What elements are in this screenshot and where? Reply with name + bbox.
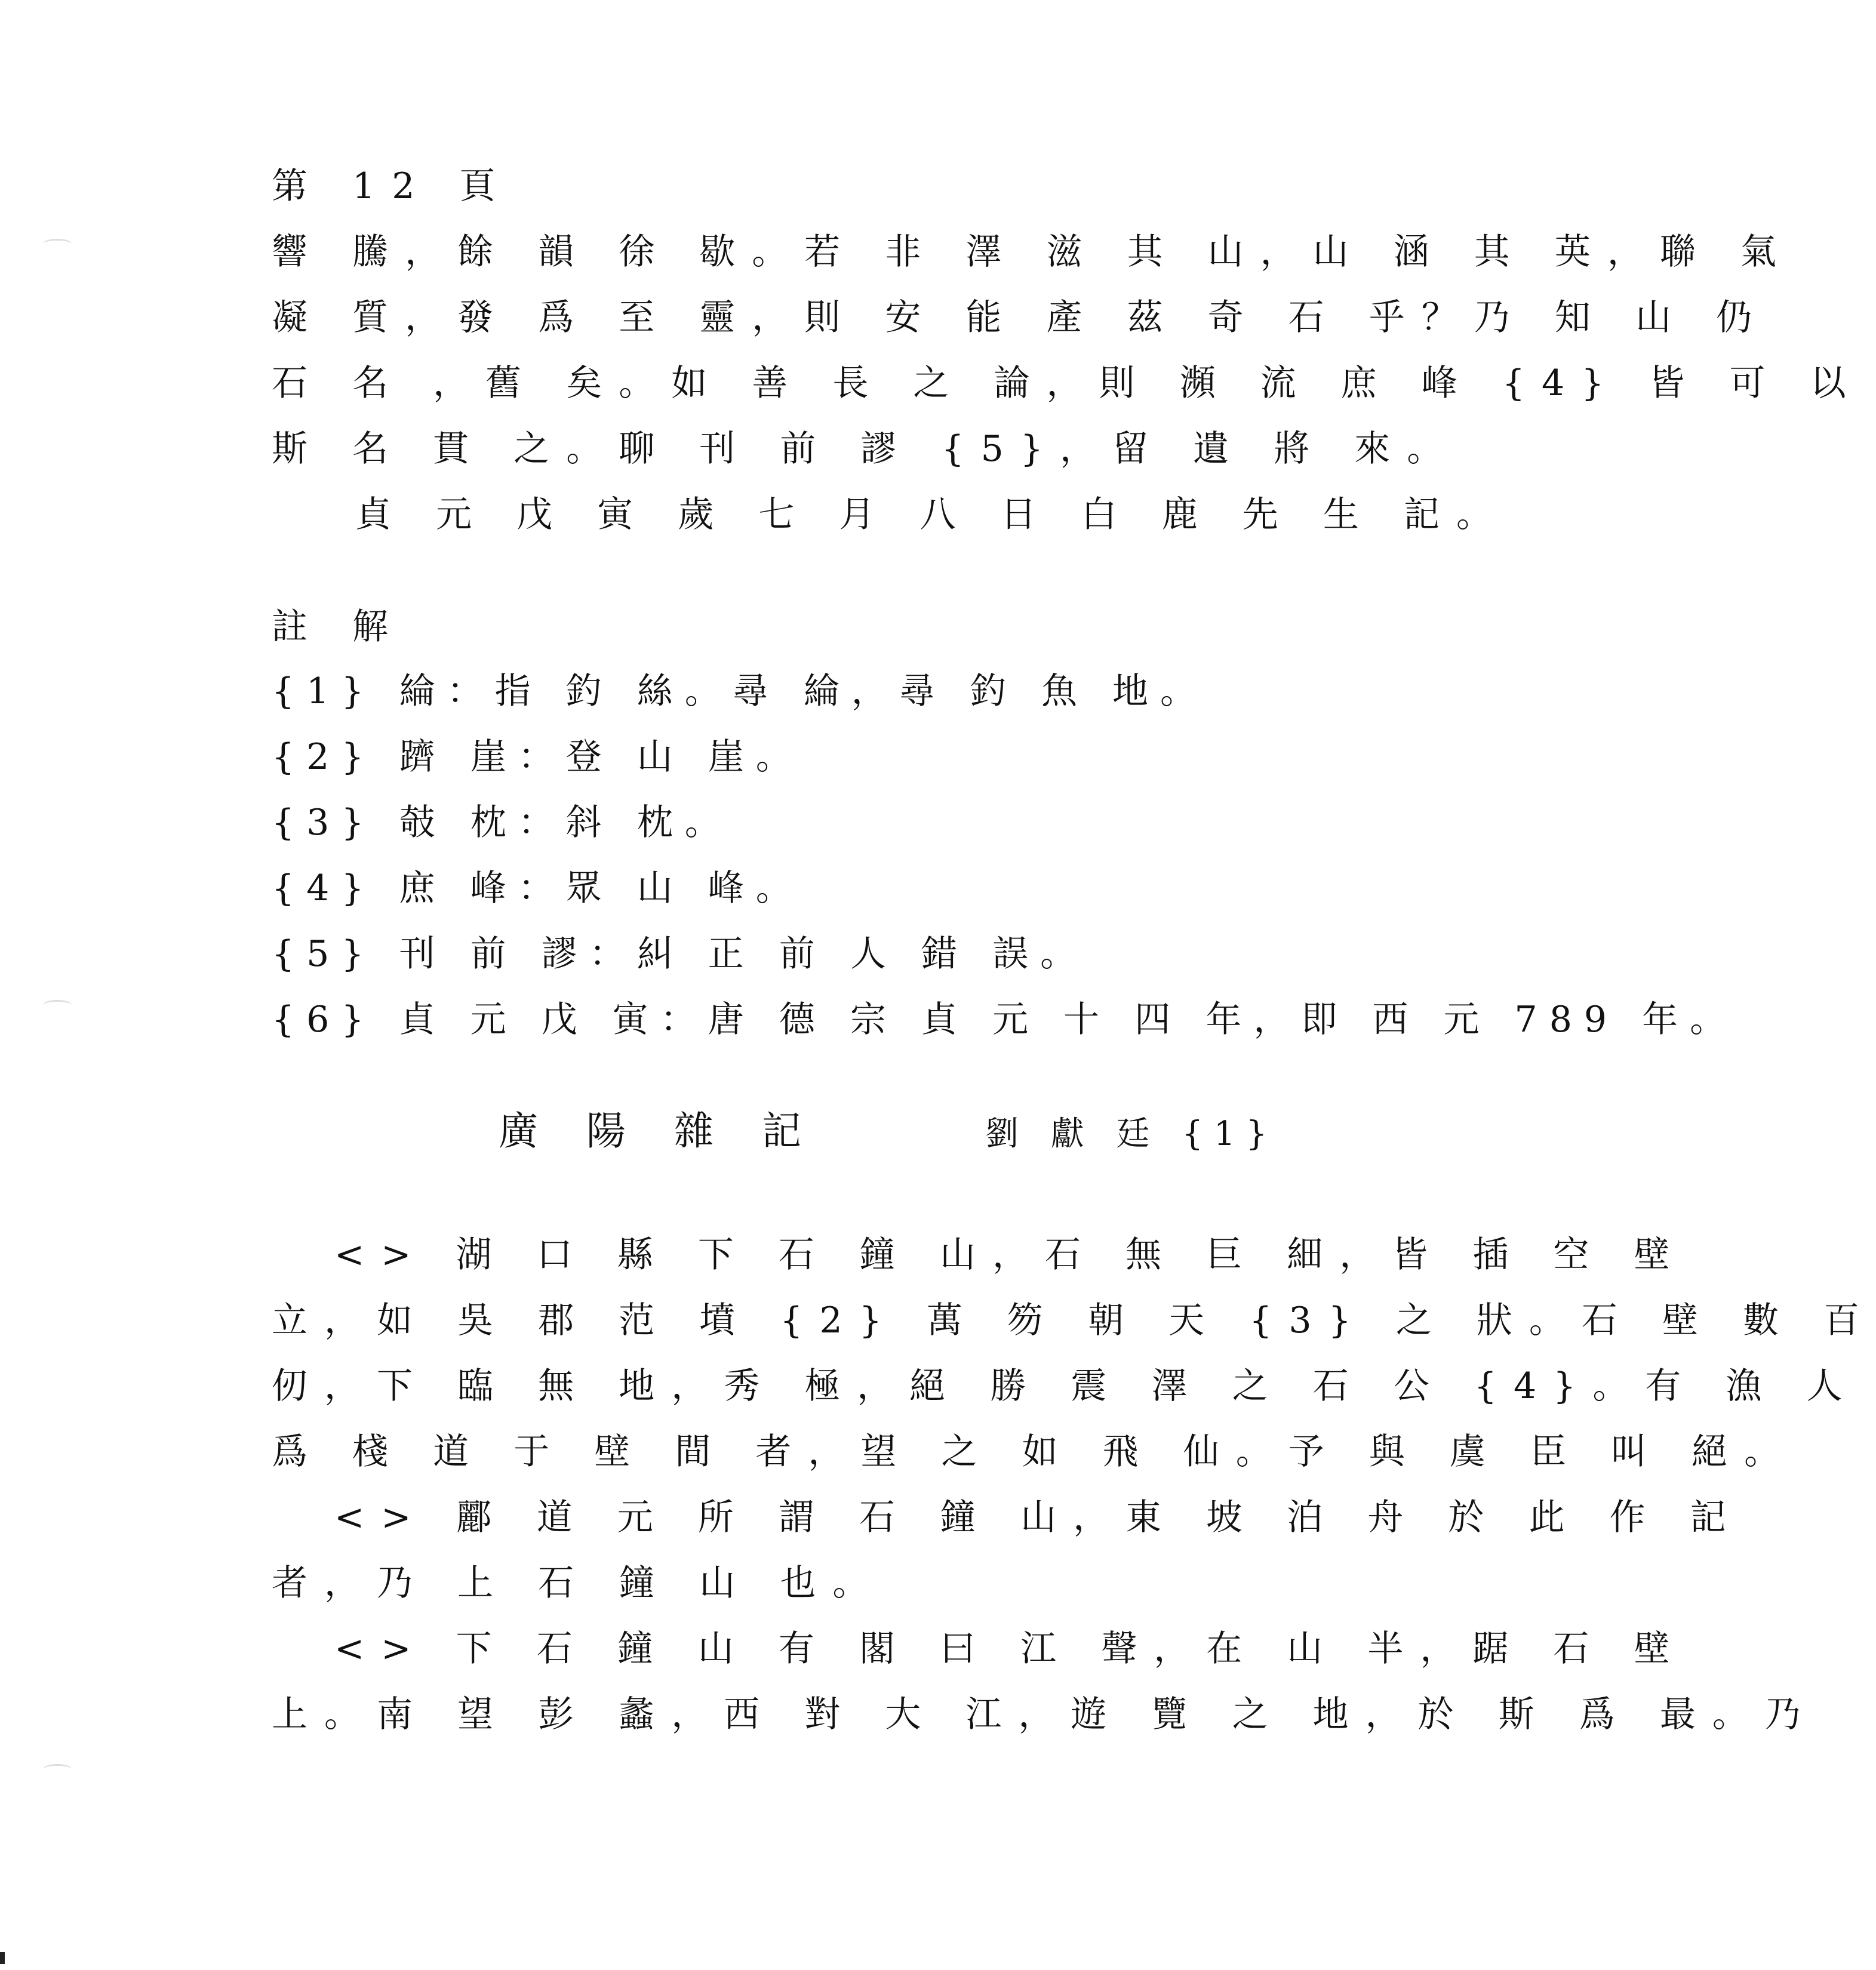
body-line: 斯 名 貫 之。聊 刊 前 謬 {5}，留 遺 將 來。 [272,428,1460,470]
note-item: {2} 躋 崖：登 山 崖。 [272,736,804,778]
scan-mark [43,239,72,249]
body-line: 響 騰，餘 韻 徐 歇。若 非 澤 滋 其 山，山 涵 其 英，聯 氣 [272,231,1793,273]
article-line: 爲 棧 道 于 壁 間 者，望 之 如 飛 仙。予 與 虞 臣 叫 絕。 [272,1431,1797,1473]
article-line: 仞，下 臨 無 地，秀 極，絕 勝 震 澤 之 石 公 {4}。有 漁 人 [272,1365,1859,1407]
notes-heading: 註 解 [272,606,405,648]
article-line: <> 酈 道 元 所 謂 石 鐘 山，東 坡 泊 舟 於 此 作 記 [334,1497,1743,1538]
article-line: <> 湖 口 縣 下 石 鐘 山，石 無 巨 細，皆 插 空 壁 [334,1234,1687,1276]
body-line: 石 名 ，舊 矣。如 善 長 之 論，則 瀕 流 庶 峰 {4} 皆 可 以 [272,362,1863,404]
note-item: {1} 綸：指 釣 絲。尋 綸，尋 釣 魚 地。 [272,670,1208,712]
body-line: 凝 質，發 爲 至 靈，則 安 能 產 茲 奇 石 乎？乃 知 山 仍 [272,297,1769,338]
article-line: 者，乃 上 石 鐘 山 也。 [272,1562,885,1604]
scan-mark [43,1000,72,1010]
note-item: {6} 貞 元 戊 寅：唐 德 宗 貞 元 十 四 年，即 西 元 789 年。 [272,999,1738,1041]
corner-mark [0,1952,5,1964]
article-line: 上。南 望 彭 蠡，西 對 大 江，遊 覽 之 地，於 斯 爲 最。乃 [272,1694,1817,1735]
signature-line: 貞 元 戊 寅 歲 七 月 八 日 白 鹿 先 生 記。 [355,494,1509,535]
article-title: 廣 陽 雜 記 [499,1108,819,1154]
scan-mark [43,1764,72,1774]
page-number: 第 12 頁 [272,165,512,207]
article-line: <> 下 石 鐘 山 有 閣 曰 江 聲，在 山 半，踞 石 壁 [334,1628,1687,1670]
article-line: 立，如 吳 郡 范 墳 {2} 萬 笏 朝 天 {3} 之 狀。石 壁 數 百 [272,1300,1876,1341]
note-item: {5} 刊 前 謬：糾 正 前 人 錯 誤。 [272,933,1088,975]
note-item: {3} 攲 枕：斜 枕。 [272,802,733,844]
article-author: 劉 獻 廷 {1} [985,1115,1278,1153]
note-item: {4} 庶 峰：眾 山 峰。 [272,867,804,909]
